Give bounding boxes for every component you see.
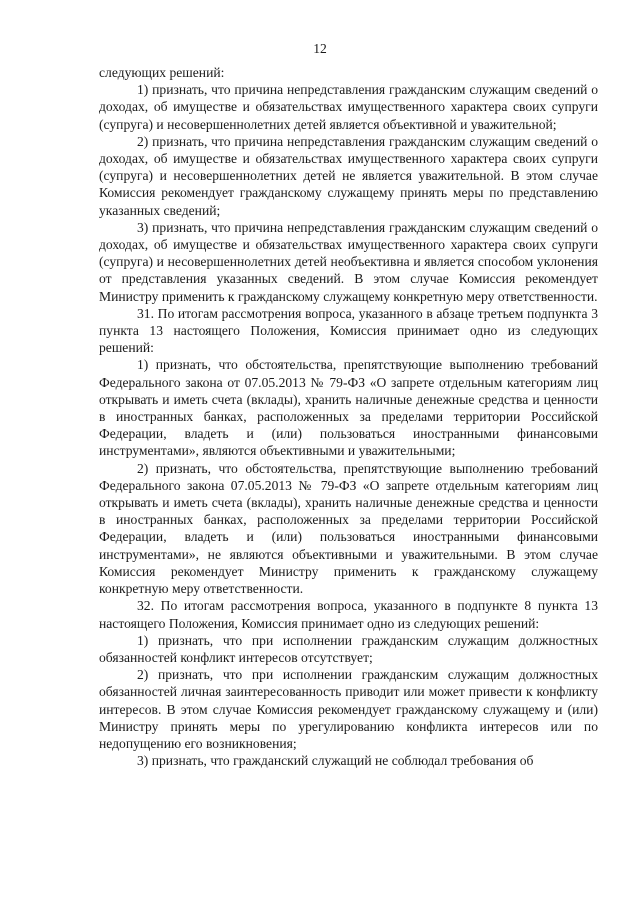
- paragraph-clause-32-decision-2: 2) признать, что при исполнении гражданским служащим должностных обязанностей личная заинтересованность приводит или может привести к конфликту интересов. В этом случае Комиссия рекомендует гражданскому служащему и (или) Министру принять меры по урегулированию конфликта интересов или по недопущению его возникновения;: [99, 667, 598, 751]
- paragraph-clause-32-decision-3: 3) признать, что гражданский служащий не соблюдал требования об: [137, 753, 534, 769]
- paragraph-decision-3: 3) признать, что причина непредставления гражданским служащим сведений о доходах, об имуществе и обязательствах имущественного характера своих супруги (супруга) и несовершеннолетних детей необъективна и является способом уклонения от представления указанных сведений. В этом случае Комиссия рекомендует Министру применить к гражданскому служащему конкретную меру ответственности.: [99, 219, 598, 304]
- page-number: 12: [313, 41, 327, 56]
- document-body: [99, 64, 598, 769]
- paragraph-clause-32: 32. По итогам рассмотрения вопроса, указанного в подпункте 8 пункта 13 настоящего Положения, Комиссия принимает одно из следующих решений:: [99, 598, 598, 631]
- paragraph-continuation: следующих решений:: [99, 65, 225, 80]
- paragraph-clause-31: 31. По итогам рассмотрения вопроса, указанного в абзаце третьем подпункта 3 пункта 13 настоящего Положения, Комиссия принимает одно из следующих решений:: [99, 305, 598, 356]
- paragraph-clause-31-decision-2: 2) признать, что обстоятельства, препятствующие выполнению требований Федерального закона 07.05.2013 № 79-ФЗ «О запрете отдельным категориям лиц открывать и иметь счета (вклады), хранить наличные денежные средства и ценности в иностранных банках, расположенных за пределами территории Российской Федерации, владеть и (или) пользоваться иностранными финансовыми инструментами», не являются объективными и уважительными. В этом случае Комиссия рекомендует Министру применить к гражданскому служащему конкретную меру ответственности.: [99, 460, 598, 597]
- paragraph-decision-1: 1) признать, что причина непредставления гражданским служащим сведений о доходах, об имуществе и обязательствах имущественного характера своих супруги (супруга) и несовершеннолетних детей является объективной и уважительной;: [99, 82, 598, 132]
- paragraph-clause-31-decision-1: 1) признать, что обстоятельства, препятствующие выполнению требований Федерального закона от 07.05.2013 № 79-ФЗ «О запрете отдельным категориям лиц открывать и иметь счета (вклады), хранить наличные денежные средства и ценности в иностранных банках, расположенных за пределами территории Российской Федерации, владеть и (или) пользоваться иностранными финансовыми инструментами», являются объективными и уважительными;: [99, 357, 598, 459]
- paragraph-decision-2: 2) признать, что причина непредставления гражданским служащим сведений о доходах, об имуществе и обязательствах имущественного характера своих супруги (супруга) и несовершеннолетних детей не является уважительной. В этом случае Комиссия рекомендует гражданскому служащему принять меры по представлению указанных сведений;: [99, 133, 598, 218]
- paragraph-clause-32-decision-1: 1) признать, что при исполнении гражданским служащим должностных обязанностей конфликт интересов отсутствует;: [99, 632, 598, 665]
